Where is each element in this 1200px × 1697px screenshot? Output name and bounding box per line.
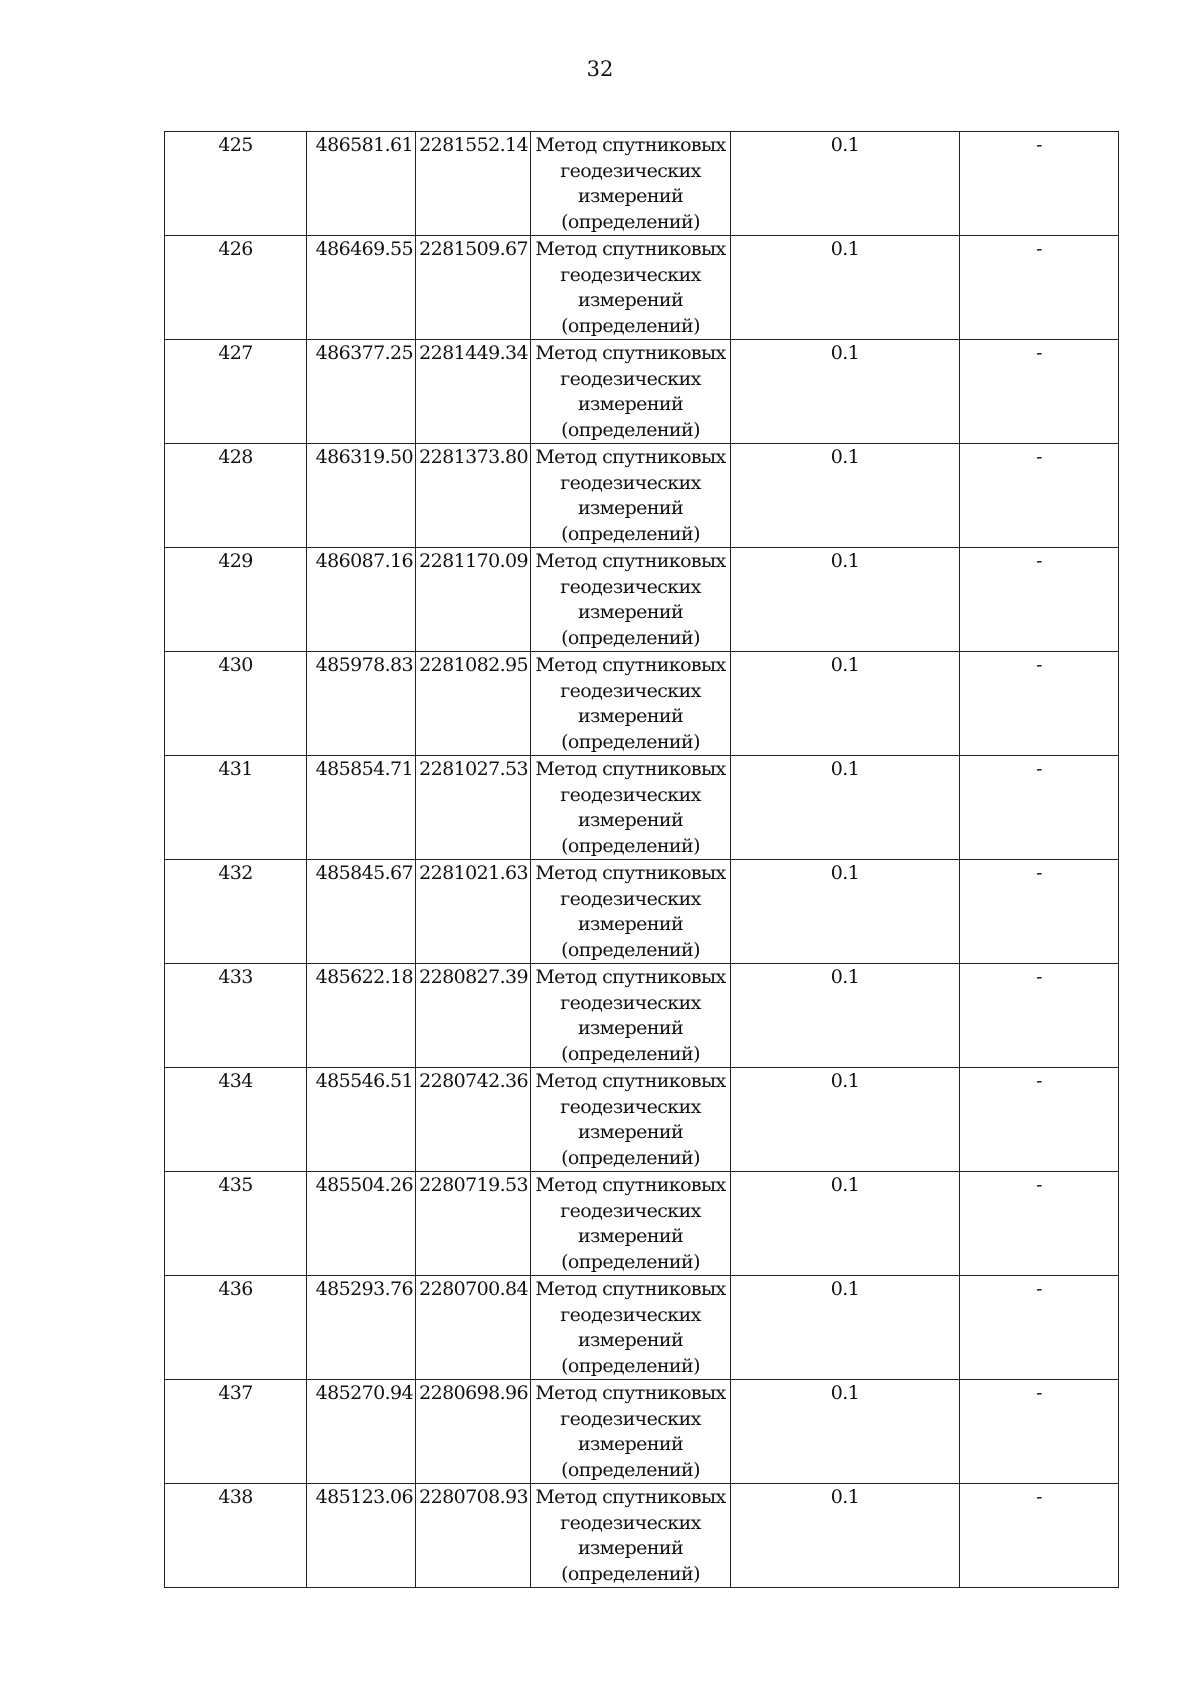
description-cell: - [960,652,1119,756]
method-line: Метод спутниковых [535,654,726,676]
accuracy-cell: 0.1 [731,1380,960,1484]
method-line: (определений) [561,834,700,857]
method-line: Метод спутниковых [535,1070,726,1092]
description-cell: - [960,756,1119,860]
method-line: (определений) [561,1458,700,1481]
method-line: (определений) [561,938,700,961]
method-line: (определений) [561,1354,700,1377]
table-row [165,236,1119,340]
method-line: Метод спутниковых [535,134,726,156]
point-number-cell: 433 [165,964,307,1068]
method-cell [531,1276,731,1380]
x-coordinate-cell: 485845.67 [307,860,416,964]
y-coordinate-cell: 2280708.93 [416,1484,531,1588]
point-number-cell: 435 [165,1172,307,1276]
y-coordinate-cell: 2281449.34 [416,340,531,444]
point-number-cell: 428 [165,444,307,548]
method-line: Метод спутниковых [535,758,726,780]
method-cell [531,1484,731,1588]
y-coordinate-cell: 2281027.53 [416,756,531,860]
method-cell [531,132,731,236]
method-line: геодезических [560,991,701,1014]
method-line: Метод спутниковых [535,1486,726,1508]
method-line: Метод спутниковых [535,1174,726,1196]
method-line: геодезических [560,471,701,494]
y-coordinate-cell: 2281170.09 [416,548,531,652]
method-line: измерений [577,913,684,935]
accuracy-cell: 0.1 [731,860,960,964]
x-coordinate-cell: 485504.26 [307,1172,416,1276]
method-line: измерений [577,809,684,831]
method-line: (определений) [561,1042,700,1065]
table-row [165,652,1119,756]
description-cell: - [960,1380,1119,1484]
description-cell: - [960,444,1119,548]
method-line: измерений [577,1225,684,1247]
method-line: геодезических [560,367,701,390]
method-cell [531,236,731,340]
method-line: геодезических [560,1303,701,1326]
method-cell [531,756,731,860]
table-row [165,1484,1119,1588]
method-line: геодезических [560,1199,701,1222]
x-coordinate-cell: 485123.06 [307,1484,416,1588]
y-coordinate-cell: 2281509.67 [416,236,531,340]
description-cell: - [960,340,1119,444]
method-line: геодезических [560,1511,701,1534]
coordinates-table [164,131,1119,1588]
method-cell [531,1172,731,1276]
point-number-cell: 436 [165,1276,307,1380]
method-line: геодезических [560,159,701,182]
point-number-cell: 425 [165,132,307,236]
description-cell: - [960,860,1119,964]
table-row [165,964,1119,1068]
method-cell [531,1380,731,1484]
point-number-cell: 429 [165,548,307,652]
method-line: Метод спутниковых [535,1382,726,1404]
y-coordinate-cell: 2280719.53 [416,1172,531,1276]
method-line: геодезических [560,1407,701,1430]
x-coordinate-cell: 485854.71 [307,756,416,860]
point-number-cell: 437 [165,1380,307,1484]
method-line: измерений [577,601,684,623]
accuracy-cell: 0.1 [731,1276,960,1380]
method-cell [531,340,731,444]
method-line: измерений [577,393,684,415]
method-line: измерений [577,705,684,727]
method-line: Метод спутниковых [535,446,726,468]
method-cell [531,964,731,1068]
description-cell: - [960,1068,1119,1172]
point-number-cell: 427 [165,340,307,444]
accuracy-cell: 0.1 [731,236,960,340]
point-number-cell: 431 [165,756,307,860]
accuracy-cell: 0.1 [731,340,960,444]
method-line: (определений) [561,626,700,649]
method-line: измерений [577,289,684,311]
method-line: (определений) [561,1562,700,1585]
method-line: (определений) [561,418,700,441]
table-row [165,1276,1119,1380]
x-coordinate-cell: 486469.55 [307,236,416,340]
x-coordinate-cell: 486581.61 [307,132,416,236]
accuracy-cell: 0.1 [731,964,960,1068]
description-cell: - [960,132,1119,236]
y-coordinate-cell: 2280698.96 [416,1380,531,1484]
method-line: (определений) [561,522,700,545]
method-line: геодезических [560,575,701,598]
method-line: Метод спутниковых [535,342,726,364]
accuracy-cell: 0.1 [731,756,960,860]
method-cell [531,1068,731,1172]
accuracy-cell: 0.1 [731,1068,960,1172]
method-line: измерений [577,497,684,519]
table-row [165,860,1119,964]
x-coordinate-cell: 485293.76 [307,1276,416,1380]
table-row [165,132,1119,236]
method-line: геодезических [560,783,701,806]
point-number-cell: 432 [165,860,307,964]
y-coordinate-cell: 2281373.80 [416,444,531,548]
method-line: (определений) [561,314,700,337]
description-cell: - [960,548,1119,652]
table-row [165,1068,1119,1172]
x-coordinate-cell: 486319.50 [307,444,416,548]
table-row [165,1380,1119,1484]
method-line: Метод спутниковых [535,238,726,260]
description-cell: - [960,1484,1119,1588]
method-line: измерений [577,1537,684,1559]
point-number-cell: 430 [165,652,307,756]
description-cell: - [960,236,1119,340]
table-row [165,340,1119,444]
method-cell [531,860,731,964]
method-line: геодезических [560,263,701,286]
x-coordinate-cell: 485546.51 [307,1068,416,1172]
method-line: геодезических [560,887,701,910]
method-line: измерений [577,1329,684,1351]
method-line: Метод спутниковых [535,966,726,988]
table-row [165,548,1119,652]
method-line: измерений [577,1433,684,1455]
table-row [165,756,1119,860]
x-coordinate-cell: 485622.18 [307,964,416,1068]
table-row [165,444,1119,548]
accuracy-cell: 0.1 [731,548,960,652]
method-line: (определений) [561,1146,700,1169]
y-coordinate-cell: 2281552.14 [416,132,531,236]
coordinates-table-body [165,132,1119,1588]
point-number-cell: 434 [165,1068,307,1172]
y-coordinate-cell: 2281021.63 [416,860,531,964]
method-cell [531,444,731,548]
method-line: геодезических [560,679,701,702]
accuracy-cell: 0.1 [731,132,960,236]
accuracy-cell: 0.1 [731,1484,960,1588]
table-row [165,1172,1119,1276]
method-line: (определений) [561,730,700,753]
y-coordinate-cell: 2280700.84 [416,1276,531,1380]
method-line: (определений) [561,1250,700,1273]
method-line: (определений) [561,210,700,233]
x-coordinate-cell: 486087.16 [307,548,416,652]
method-line: Метод спутниковых [535,1278,726,1300]
method-line: измерений [577,1017,684,1039]
x-coordinate-cell: 485978.83 [307,652,416,756]
method-line: Метод спутниковых [535,862,726,884]
method-line: измерений [577,185,684,207]
method-cell [531,548,731,652]
x-coordinate-cell: 485270.94 [307,1380,416,1484]
method-cell [531,652,731,756]
page-number: 32 [586,57,614,81]
description-cell: - [960,964,1119,1068]
method-line: Метод спутниковых [535,550,726,572]
method-line: измерений [577,1121,684,1143]
method-line: геодезических [560,1095,701,1118]
y-coordinate-cell: 2280827.39 [416,964,531,1068]
description-cell: - [960,1172,1119,1276]
y-coordinate-cell: 2281082.95 [416,652,531,756]
point-number-cell: 438 [165,1484,307,1588]
accuracy-cell: 0.1 [731,652,960,756]
point-number-cell: 426 [165,236,307,340]
y-coordinate-cell: 2280742.36 [416,1068,531,1172]
x-coordinate-cell: 486377.25 [307,340,416,444]
description-cell: - [960,1276,1119,1380]
accuracy-cell: 0.1 [731,444,960,548]
accuracy-cell: 0.1 [731,1172,960,1276]
